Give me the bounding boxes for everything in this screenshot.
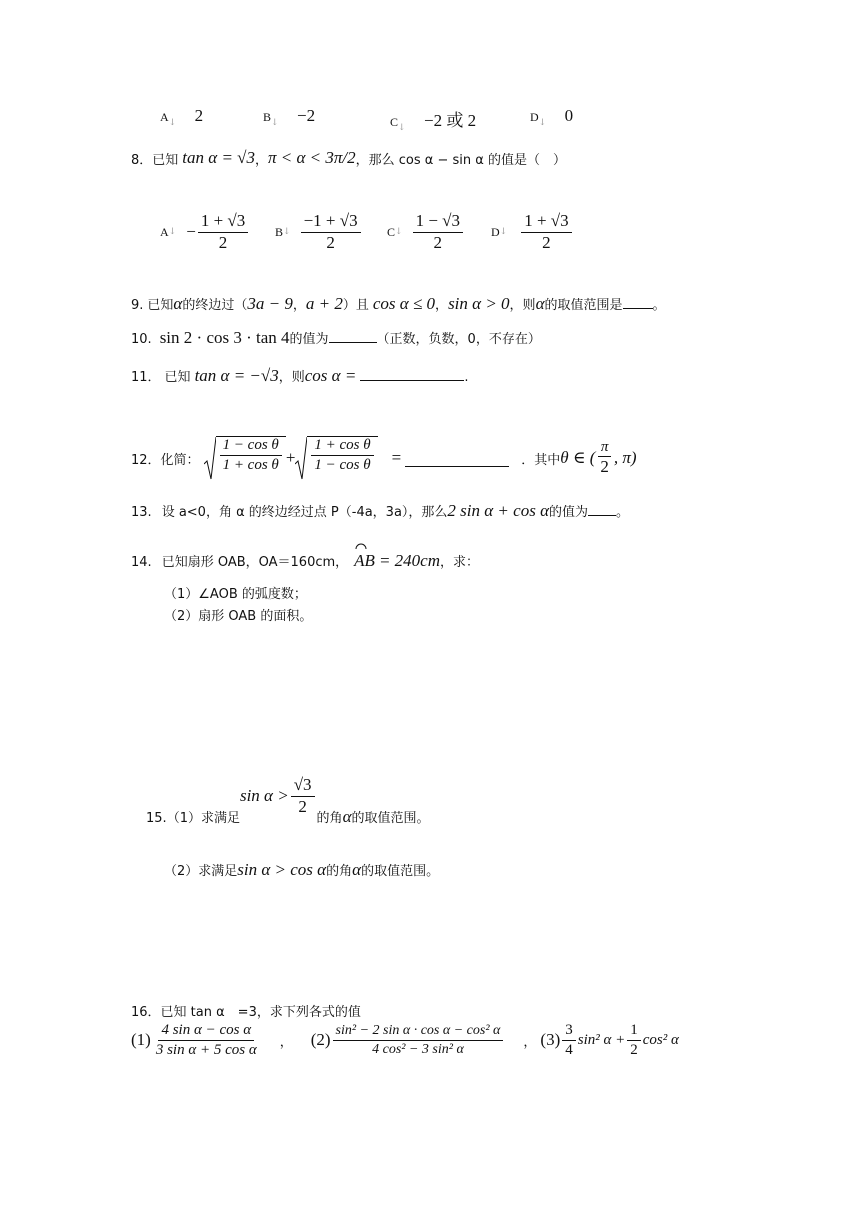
point-y: a + 2 [305,294,343,313]
sqrt-term-2: $\frac{\text{1 + cos θ}}{\text{1 − cos θ}}$ [295,436,377,480]
option-fraction: $\frac{1 + √3}{2}$ [521,212,571,252]
question-9: 9. 已知 α 的终边过（ 3a − 9 ， a + 2 ）且 cos α ≤ 0 ， sin α > 0 ，则 α 的取值范围是 。 [131,294,666,313]
question-number: 12． [131,452,161,468]
inequality: sin α > $\frac{√3}{2}$ [240,776,317,816]
question-14-part-2: （2）扇形 OAB 的面积。 [164,609,313,624]
expression-1: $\frac{\text{4 sin α − cos α}}{\text{3 sin α + 5 cos α}}$ [155,1022,257,1058]
question-15-part-2: （2）求满足 sin α > cos α 的角 α 的取值范围。 [164,860,440,879]
pi-half-fraction: $\frac{\pi}{2}$ [597,439,612,477]
question-11: 11． 已知 tan α = −√3 ，则 cos α = . [131,366,469,385]
question-16-expressions: (1) $\frac{\text{4 sin α − cos α}}{\text{3 sin α + 5 cos α}}$ ， (2) $\frac{\text{sin² − 2 sin α · cos α − cos² α}}{\text{4 cos² − 3 sin² α}}$ ， (3) $\frac{3}{4}$ sin² α + $\frac{1}{2}$ cos² α [131,1022,679,1058]
q8-option-d: D ↓ $\frac{1 + √3}{2}$ [491,212,574,252]
arc-ab: AB [354,551,375,571]
sqrt-term-1: $\frac{\text{1 − cos θ}}{\text{1 + cos θ}}$ [204,436,286,480]
q8-options [160,212,574,252]
option-fraction: $\frac{-1 + √3}{2}$ [301,212,361,252]
q8-option-b: B ↓ $\frac{-1 + √3}{2}$ [275,212,387,252]
expression: 2 sin α + cos α [447,501,549,520]
question-number: 8． [131,152,153,168]
option-value: 0 [564,106,574,125]
answer-blank[interactable] [588,515,616,516]
expression-2: $\frac{\text{sin² − 2 sin α · cos α − cos² α}}{\text{4 cos² − 3 sin² α}}$ [333,1023,504,1057]
option-value: −2 或 2 [424,111,477,130]
radical-sign-icon [295,436,307,480]
option-label: A [160,110,169,124]
point-x: 3a − 9 [247,294,293,313]
condition-tan: tan α = √3 [182,148,255,167]
option-fraction: $\frac{1 - √3}{2}$ [413,212,463,252]
question-10: 10. sin 2 · cos 3 · tan 4 的值为 （正数，负数，0，不存在） [131,328,541,347]
question-12: 12． 化简： $\frac{\text{1 − cos θ}}{\text{1 + cos θ}}$ + $\frac{\text{1 + cos θ}}{\text{1 − cos θ}}$ = ．其中 θ ∈ ( $\frac{\pi}{2}$ , π) [131,436,637,480]
question-15-part-1: 15. （1）求满足 sin α > $\frac{√3}{2}$ 的角 α 的取值范围。 [146,790,430,830]
answer-blank[interactable] [623,308,653,309]
expression: sin α > cos α [237,860,327,879]
option-fraction: $\frac{1 + √3}{2}$ [198,212,248,252]
condition-range: π < α < 3π/2 [268,148,356,167]
arc-symbol-icon [355,543,367,550]
question-13: 13. 设 a<0，角 α 的终边经过点 P（-4a，3a），那么 2 sin α + cos α 的值为 。 [131,501,630,520]
expression: sin 2 · cos 3 · tan 4 [159,328,290,347]
question-16: 16． 已知 tan α =3，求下列各式的值 [131,1001,361,1020]
option-value: −2 [297,106,316,125]
question-number: 13. [131,505,152,520]
option-label: B [263,110,272,124]
question-number: 14. [131,555,152,570]
question-number: 11． [131,370,161,385]
option-label: D [530,110,539,124]
q8-option-c: C ↓ $\frac{1 - √3}{2}$ [387,212,491,252]
radical-sign-icon [204,436,216,480]
answer-blank[interactable] [405,466,509,467]
question-number: 10. [131,332,152,347]
answer-blank[interactable] [329,342,377,343]
question-number: 16． [131,1005,161,1020]
question-14: 14. 已知扇形 OAB，OA＝160cm， AB = 240cm ，求： [131,551,479,571]
expression-3-fraction-1: $\frac{3}{4}$ [562,1022,576,1058]
answer-blank[interactable] [360,380,464,381]
option-value: 2 [194,106,204,125]
question-number: 9. [131,298,144,313]
q7-option-d: $D_↓$ 0 [530,106,574,128]
question-ask: 那么 cos α − sin α 的值是（ ） [368,152,566,168]
option-label: C [390,115,399,129]
q7-option-a: $A_↓$ 2 [160,106,204,128]
q8-option-a: A ↓ − $\frac{1 + √3}{2}$ [160,212,275,252]
q7-option-c: $C_↓ -2$ 或 2 [390,111,477,133]
question-number: 15. [146,811,167,827]
expression-3-fraction-2: $\frac{1}{2}$ [627,1022,641,1058]
question-14-part-1: （1）∠AOB 的弧度数； [164,587,307,602]
question-8: 8． 已知 tan α = √3 ， π < α < 3π/2 ， 那么 cos α − sin α 的值是（ ） [131,148,566,168]
q7-option-b: $B_↓ -2$ [263,106,316,128]
